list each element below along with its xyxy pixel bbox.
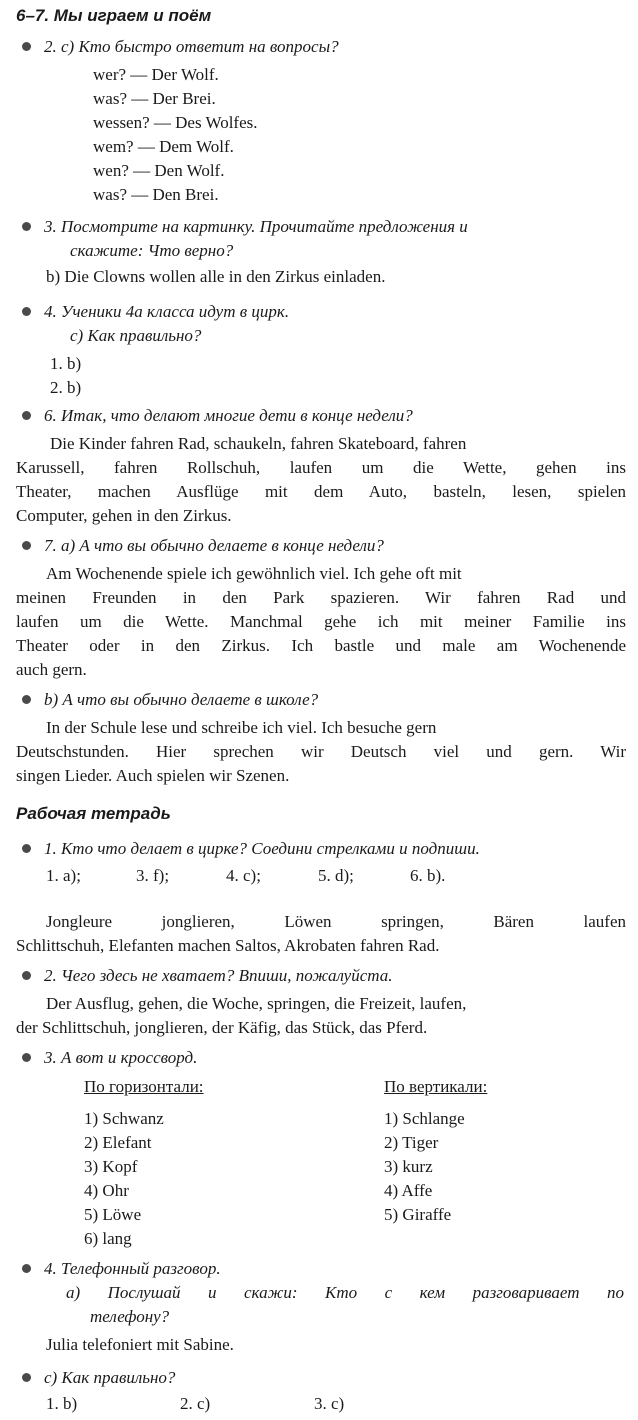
- bullet-icon: [22, 541, 31, 550]
- crossword-vertical-item: 4) Affe: [384, 1181, 433, 1200]
- paragraph-line: Theater oder in den Zirkus. Ich bastle und male am Wochenende: [16, 636, 626, 655]
- paragraph-line: Am Wochenende spiele ich gewöhnlich viel. Ich gehe oft mit: [46, 564, 462, 583]
- answer-item: 1. b): [46, 1394, 78, 1413]
- answer-item: 5. d);: [318, 866, 354, 885]
- crossword-vertical-item: 1) Schlange: [384, 1109, 465, 1128]
- crossword-vertical-item: 2) Tiger: [384, 1133, 439, 1152]
- paragraph-line: Der Ausflug, gehen, die Woche, springen, die Freizeit, laufen,: [46, 994, 467, 1013]
- bullet-icon: [22, 1373, 31, 1382]
- workbook-title: Рабочая тетрадь: [16, 804, 171, 823]
- task-2c: 2. c) Кто быстро ответит на вопросы?: [44, 37, 339, 56]
- answer-line: 2. b): [50, 378, 82, 397]
- paragraph-line: Deutschstunden. Hier sprechen wir Deutsch viel und gern. Wir: [16, 742, 626, 761]
- paragraph-line: Schlittschuh, Elefanten machen Saltos, Akrobaten fahren Rad.: [16, 936, 440, 955]
- workbook-task-3: 3. А вот и кроссворд.: [44, 1048, 198, 1067]
- workbook-task-4: 4. Телефонный разговор.: [44, 1259, 221, 1278]
- workbook-task-1: 1. Кто что делает в цирке? Соедини стрелками и подпиши.: [44, 839, 480, 858]
- crossword-vertical-item: 5) Giraffe: [384, 1205, 452, 1224]
- paragraph-line: Die Kinder fahren Rad, schaukeln, fahren Skateboard, fahren: [50, 434, 467, 453]
- bullet-icon: [22, 971, 31, 980]
- answer-item: 4. c);: [226, 866, 261, 885]
- paragraph-line: Jongleure jonglieren, Löwen springen, Bären laufen: [46, 912, 626, 931]
- bullet-icon: [22, 42, 31, 51]
- answer-line: was? — Der Brei.: [93, 89, 216, 108]
- task-3: 3. Посмотрите на картинку. Прочитайте предложения и: [44, 217, 468, 236]
- section-title: 6–7. Мы играем и поём: [16, 6, 212, 25]
- crossword-vertical-item: 3) kurz: [384, 1157, 433, 1176]
- paragraph-line: meinen Freunden in den Park spazieren. Wir fahren Rad und: [16, 588, 626, 607]
- answer-line: wer? — Der Wolf.: [93, 65, 219, 84]
- task-6: 6. Итак, что делают многие дети в конце недели?: [44, 406, 413, 425]
- bullet-icon: [22, 1264, 31, 1273]
- crossword-horizontal-item: 6) lang: [84, 1229, 132, 1248]
- bullet-icon: [22, 695, 31, 704]
- crossword-horizontal-item: 5) Löwe: [84, 1205, 142, 1224]
- answer-item: 1. a);: [46, 866, 81, 885]
- task-7b: b) А что вы обычно делаете в школе?: [44, 690, 319, 709]
- paragraph-line: auch gern.: [16, 660, 87, 679]
- bullet-icon: [22, 222, 31, 231]
- bullet-icon: [22, 1053, 31, 1062]
- task-4-sub: c) Как правильно?: [70, 326, 202, 345]
- task-3-cont: скажите: Что верно?: [70, 241, 234, 260]
- bullet-icon: [22, 307, 31, 316]
- answer-line: wem? — Dem Wolf.: [93, 137, 234, 156]
- answer-line: 1. b): [50, 354, 82, 373]
- crossword-horizontal-item: 2) Elefant: [84, 1133, 152, 1152]
- workbook-task-2: 2. Чего здесь не хватает? Впиши, пожалуйста.: [44, 966, 393, 985]
- paragraph-line: Computer, gehen in den Zirkus.: [16, 506, 232, 525]
- workbook-task-4a: a) Послушай и скажи: Кто с кем разговаривает по: [66, 1283, 624, 1302]
- task-7a: 7. a) А что вы обычно делаете в конце недели?: [44, 536, 384, 555]
- paragraph-line: singen Lieder. Auch spielen wir Szenen.: [16, 766, 290, 785]
- bullet-icon: [22, 411, 31, 420]
- bullet-icon: [22, 844, 31, 853]
- paragraph-line: In der Schule lese und schreibe ich viel. Ich besuche gern: [46, 718, 437, 737]
- crossword-horizontal-title: По горизонтали:: [84, 1077, 204, 1096]
- crossword-vertical-title: По вертикали:: [384, 1077, 488, 1096]
- paragraph-line: laufen um die Wette. Manchmal gehe ich mit meiner Familie ins: [16, 612, 626, 631]
- crossword-horizontal-item: 1) Schwanz: [84, 1109, 164, 1128]
- answer-line: wessen? — Des Wolfes.: [93, 113, 258, 132]
- answer-line: wen? — Den Wolf.: [93, 161, 225, 180]
- paragraph-line: Theater, machen Ausflüge mit dem Auto, basteln, lesen, spielen: [16, 482, 626, 501]
- paragraph-line: der Schlittschuh, jonglieren, der Käfig, das Stück, das Pferd.: [16, 1018, 428, 1037]
- answer-item: 3. f);: [136, 866, 170, 885]
- task-4: 4. Ученики 4а класса идут в цирк.: [44, 302, 290, 321]
- paragraph-line: Karussell, fahren Rollschuh, laufen um die Wette, gehen ins: [16, 458, 626, 477]
- workbook-task-4a-cont: телефону?: [90, 1307, 170, 1326]
- answer-item: 3. c): [314, 1394, 345, 1413]
- crossword-horizontal-item: 3) Kopf: [84, 1157, 138, 1176]
- crossword-horizontal-item: 4) Ohr: [84, 1181, 129, 1200]
- answer-line: was? — Den Brei.: [93, 185, 219, 204]
- answer-line: b) Die Clowns wollen alle in den Zirkus einladen.: [46, 267, 386, 286]
- workbook-task-4c: c) Как правильно?: [44, 1368, 176, 1387]
- answer-item: 6. b).: [410, 866, 446, 885]
- answer-line: Julia telefoniert mit Sabine.: [46, 1335, 234, 1354]
- answer-item: 2. c): [180, 1394, 211, 1413]
